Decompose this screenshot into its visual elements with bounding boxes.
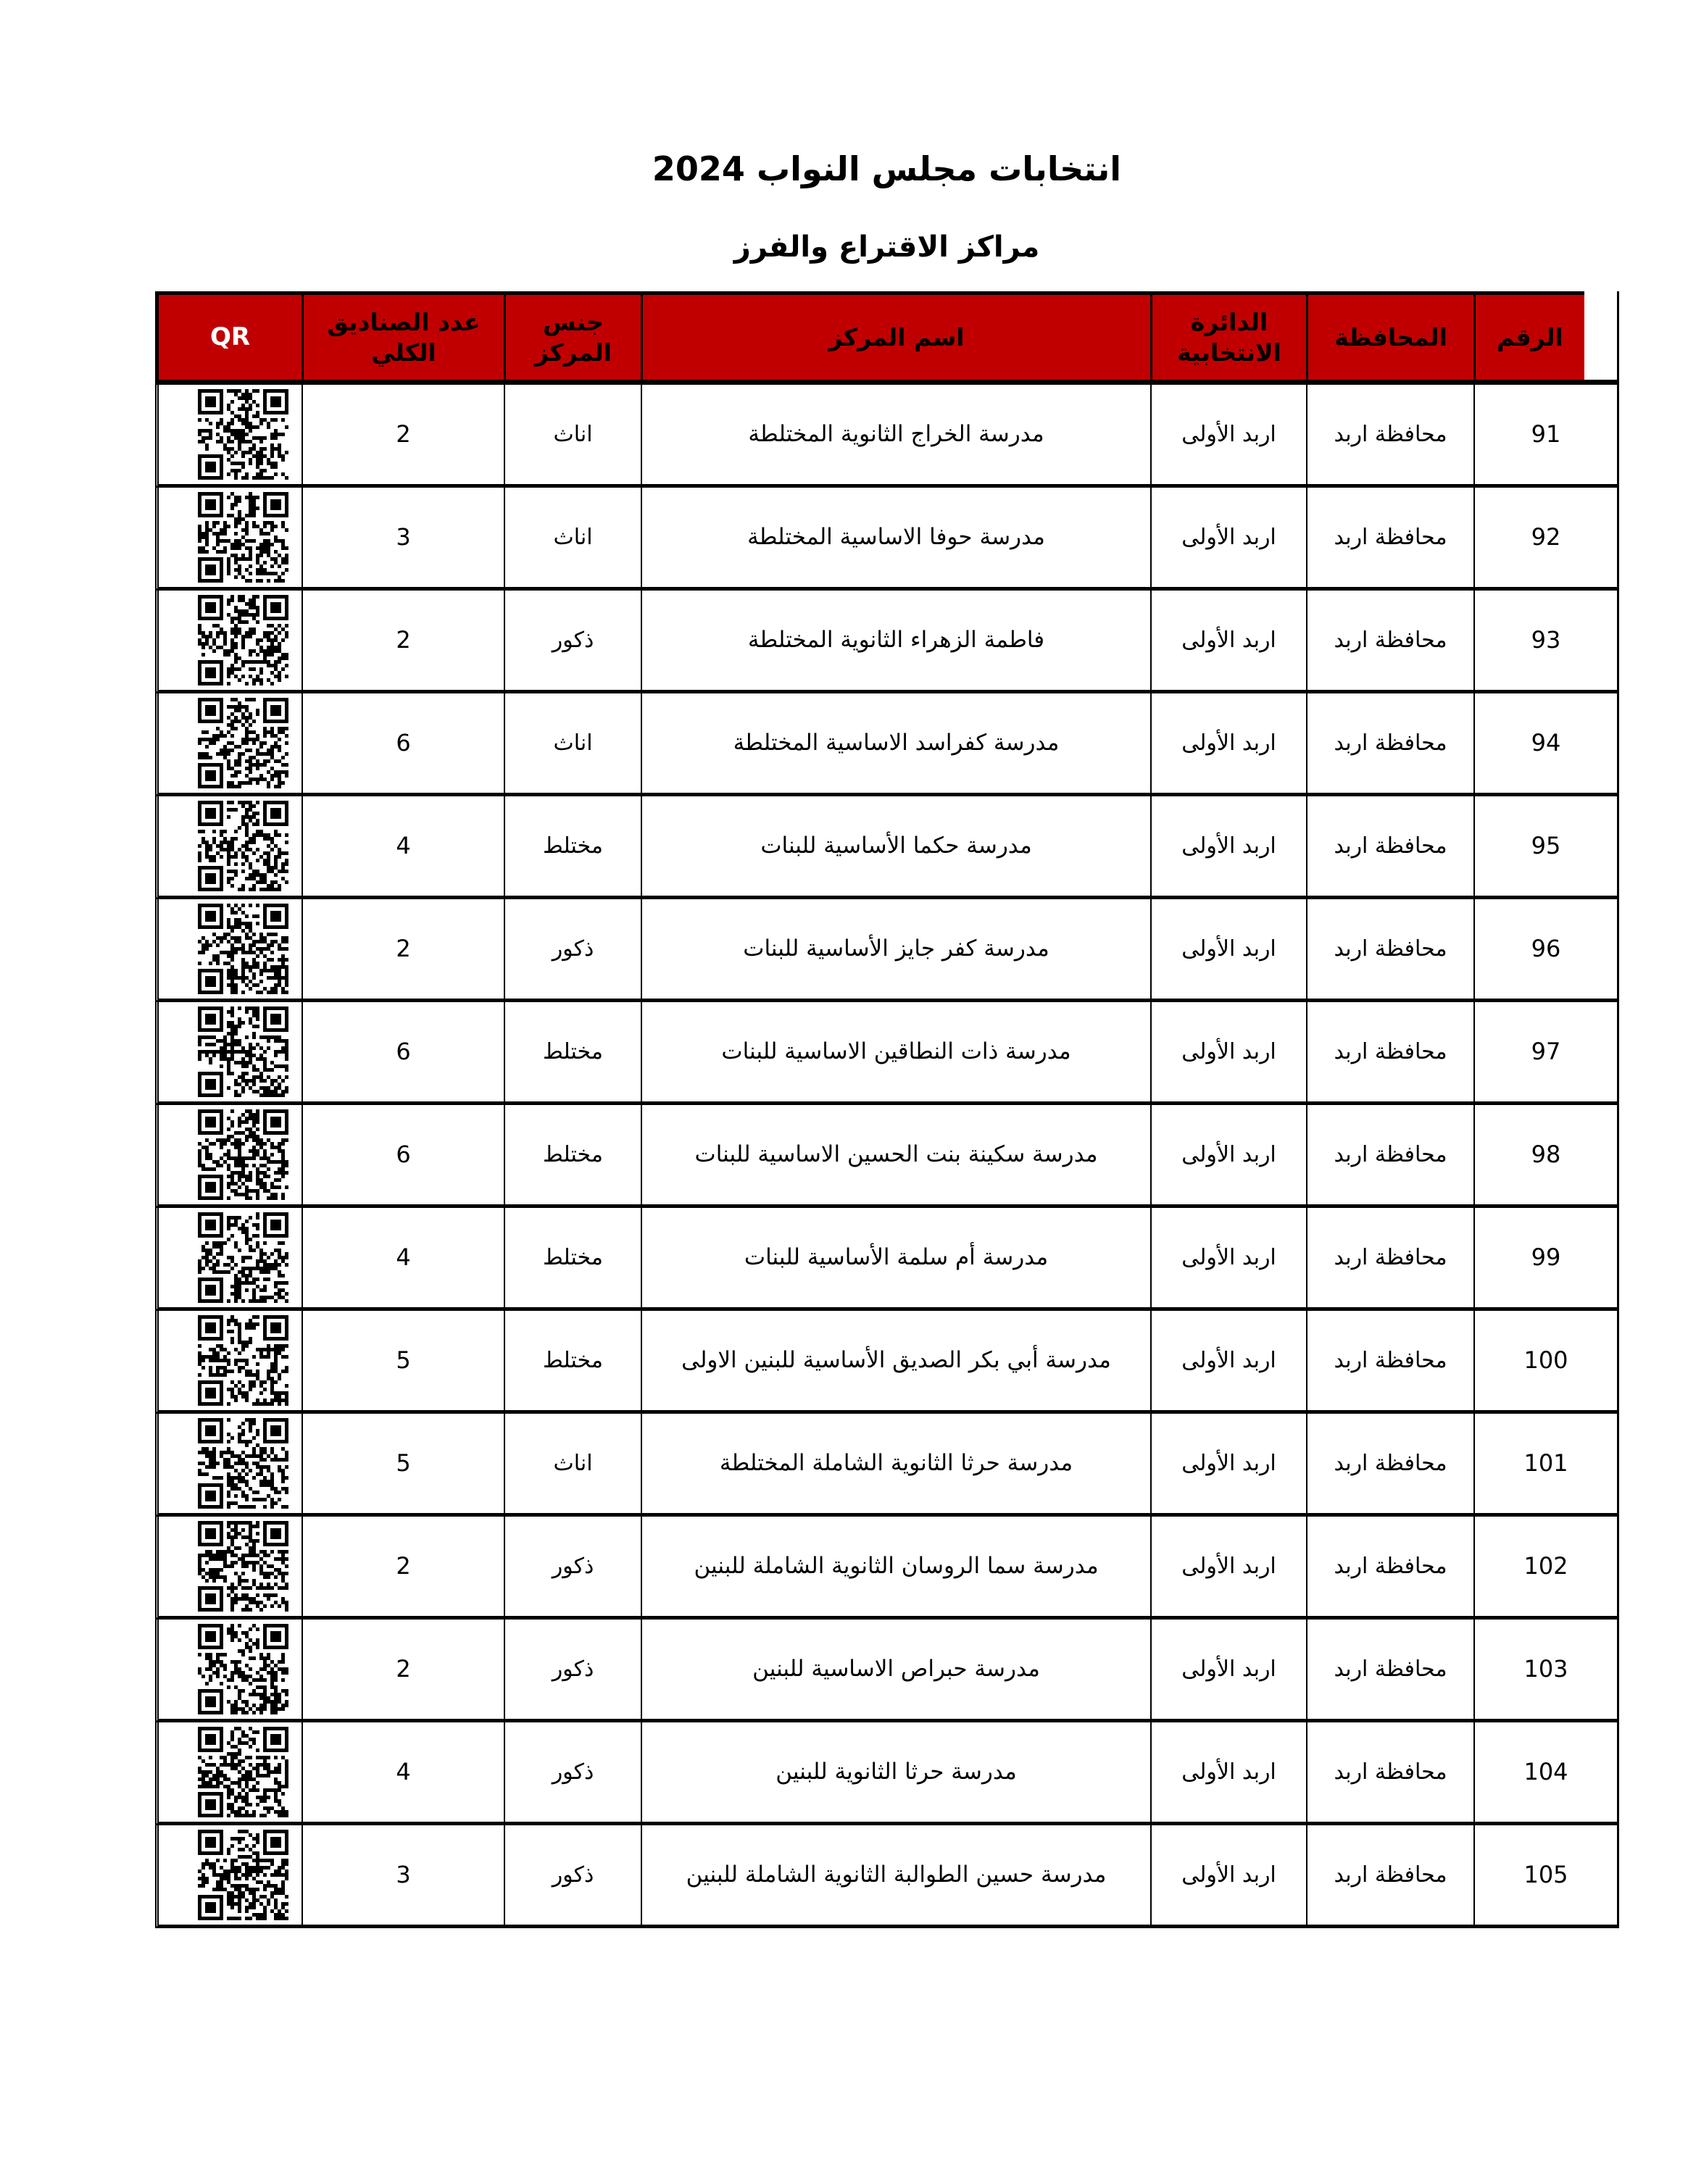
center-name-cell: مدرسة حرثا الثانوية الشاملة المختلطة: [641, 1414, 1150, 1513]
governorate-cell: محافظة اربد: [1306, 385, 1473, 484]
governorate-cell: محافظة اربد: [1306, 1414, 1473, 1513]
district-cell: اربد الأولى: [1150, 899, 1306, 999]
governorate-cell: محافظة اربد: [1306, 1825, 1473, 1925]
table-row: [155, 796, 1617, 899]
governorate-cell: محافظة اربد: [1306, 1517, 1473, 1616]
header-center-gender: جنس المركز: [504, 291, 641, 380]
qr-cell: [159, 1620, 302, 1719]
table-row: [155, 1517, 1617, 1620]
center-name-cell: مدرسة أبي بكر الصديق الأساسية للبنين الاولى: [641, 1311, 1150, 1410]
center-name-cell: مدرسة سكينة بنت الحسين الاساسية للبنات: [641, 1105, 1150, 1204]
number-cell: 104: [1473, 1722, 1617, 1822]
center-gender-cell: اناث: [504, 488, 641, 587]
number-cell: 99: [1473, 1208, 1617, 1307]
center-gender-cell: ذكور: [504, 1620, 641, 1719]
table-row: [155, 1105, 1617, 1208]
header-center-name: اسم المركز: [641, 291, 1150, 380]
number-cell: 97: [1473, 1002, 1617, 1101]
number-cell: 95: [1473, 796, 1617, 896]
qr-code-image: [198, 1727, 288, 1817]
qr-code-image: [198, 1624, 288, 1714]
governorate-cell: محافظة اربد: [1306, 693, 1473, 793]
total-boxes-cell: 4: [302, 796, 504, 896]
center-gender-cell: ذكور: [504, 1517, 641, 1616]
center-name-cell: مدرسة حبراص الاساسية للبنين: [641, 1620, 1150, 1719]
center-name-cell: مدرسة حوفا الاساسية المختلطة: [641, 488, 1150, 587]
district-cell: اربد الأولى: [1150, 1722, 1306, 1822]
center-gender-cell: مختلط: [504, 1105, 641, 1204]
center-name-cell: مدرسة حكما الأساسية للبنات: [641, 796, 1150, 896]
table-header-row: [155, 291, 1619, 385]
center-gender-cell: ذكور: [504, 899, 641, 999]
number-cell: 96: [1473, 899, 1617, 999]
district-cell: اربد الأولى: [1150, 1311, 1306, 1410]
table-row: [155, 1208, 1617, 1311]
qr-cell: [159, 488, 302, 587]
district-cell: اربد الأولى: [1150, 1825, 1306, 1925]
header-qr: QR: [155, 291, 302, 380]
district-cell: اربد الأولى: [1150, 1105, 1306, 1204]
center-gender-cell: اناث: [504, 1414, 641, 1513]
qr-cell: [159, 1825, 302, 1925]
qr-code-image: [198, 1418, 288, 1509]
qr-cell: [159, 1311, 302, 1410]
district-cell: اربد الأولى: [1150, 796, 1306, 896]
district-cell: اربد الأولى: [1150, 693, 1306, 793]
governorate-cell: محافظة اربد: [1306, 1620, 1473, 1719]
district-cell: اربد الأولى: [1150, 1517, 1306, 1616]
qr-cell: [159, 1414, 302, 1513]
number-cell: 101: [1473, 1414, 1617, 1513]
center-name-cell: مدرسة الخراج الثانوية المختلطة: [641, 385, 1150, 484]
qr-code-image: [198, 698, 288, 788]
total-boxes-cell: 5: [302, 1311, 504, 1410]
qr-code-image: [198, 1521, 288, 1612]
governorate-cell: محافظة اربد: [1306, 1722, 1473, 1822]
number-cell: 103: [1473, 1620, 1617, 1719]
district-cell: اربد الأولى: [1150, 1620, 1306, 1719]
qr-code-image: [198, 492, 288, 583]
table-row: [155, 488, 1617, 591]
qr-cell: [159, 899, 302, 999]
qr-code-image: [198, 904, 288, 994]
table-row: [155, 385, 1617, 488]
center-name-cell: فاطمة الزهراء الثانوية المختلطة: [641, 591, 1150, 690]
header-number: الرقم: [1473, 291, 1584, 380]
table-row: [155, 1002, 1617, 1105]
table-body: [155, 385, 1619, 1928]
table-row: [155, 1311, 1617, 1414]
qr-cell: [159, 591, 302, 690]
number-cell: 102: [1473, 1517, 1617, 1616]
district-cell: اربد الأولى: [1150, 385, 1306, 484]
center-name-cell: مدرسة حسين الطوالبة الثانوية الشاملة للبنين: [641, 1825, 1150, 1925]
qr-code-image: [198, 389, 288, 480]
header-right-spacer: [1584, 291, 1617, 380]
table-row: [155, 1414, 1617, 1517]
total-boxes-cell: 2: [302, 385, 504, 484]
governorate-cell: محافظة اربد: [1306, 591, 1473, 690]
number-cell: 94: [1473, 693, 1617, 793]
total-boxes-cell: 2: [302, 899, 504, 999]
number-cell: 93: [1473, 591, 1617, 690]
number-cell: 98: [1473, 1105, 1617, 1204]
table-row: [155, 1620, 1617, 1722]
qr-cell: [159, 1208, 302, 1307]
district-cell: اربد الأولى: [1150, 1414, 1306, 1513]
number-cell: 105: [1473, 1825, 1617, 1925]
qr-code-image: [198, 1830, 288, 1920]
table-row: [155, 693, 1617, 796]
center-gender-cell: مختلط: [504, 1208, 641, 1307]
qr-code-image: [198, 1109, 288, 1200]
qr-code-image: [198, 595, 288, 685]
governorate-cell: محافظة اربد: [1306, 899, 1473, 999]
center-name-cell: مدرسة ذات النطاقين الاساسية للبنات: [641, 1002, 1150, 1101]
district-cell: اربد الأولى: [1150, 488, 1306, 587]
qr-cell: [159, 693, 302, 793]
total-boxes-cell: 2: [302, 1620, 504, 1719]
governorate-cell: محافظة اربد: [1306, 1208, 1473, 1307]
center-gender-cell: مختلط: [504, 1311, 641, 1410]
qr-code-image: [198, 1006, 288, 1097]
governorate-cell: محافظة اربد: [1306, 488, 1473, 587]
total-boxes-cell: 5: [302, 1414, 504, 1513]
total-boxes-cell: 3: [302, 488, 504, 587]
header-total-boxes: عدد الصناديق الكلي: [302, 291, 504, 380]
center-gender-cell: اناث: [504, 693, 641, 793]
page-title: انتخابات مجلس النواب 2024: [652, 149, 1122, 188]
governorate-cell: محافظة اربد: [1306, 796, 1473, 896]
governorate-cell: محافظة اربد: [1306, 1105, 1473, 1204]
number-cell: 91: [1473, 385, 1617, 484]
district-cell: اربد الأولى: [1150, 591, 1306, 690]
qr-cell: [159, 1517, 302, 1616]
qr-cell: [159, 1002, 302, 1101]
center-gender-cell: مختلط: [504, 796, 641, 896]
center-name-cell: مدرسة كفراسد الاساسية المختلطة: [641, 693, 1150, 793]
table-row: [155, 1722, 1617, 1825]
governorate-cell: محافظة اربد: [1306, 1002, 1473, 1101]
total-boxes-cell: 6: [302, 1002, 504, 1101]
table-row: [155, 1825, 1617, 1928]
center-gender-cell: ذكور: [504, 1722, 641, 1822]
qr-code-image: [198, 1315, 288, 1406]
qr-cell: [159, 796, 302, 896]
header-district-text: الدائرة الانتخابية: [1177, 308, 1281, 367]
table-row: [155, 899, 1617, 1002]
center-gender-cell: اناث: [504, 385, 641, 484]
header-governorate: المحافظة: [1306, 291, 1473, 380]
center-name-cell: مدرسة سما الروسان الثانوية الشاملة للبنين: [641, 1517, 1150, 1616]
total-boxes-cell: 6: [302, 693, 504, 793]
page-subtitle: مراكز الاقتراع والفرز: [733, 230, 1040, 264]
center-gender-cell: مختلط: [504, 1002, 641, 1101]
center-name-cell: مدرسة أم سلمة الأساسية للبنات: [641, 1208, 1150, 1307]
center-name-cell: مدرسة كفر جايز الأساسية للبنات: [641, 899, 1150, 999]
number-cell: 100: [1473, 1311, 1617, 1410]
total-boxes-cell: 4: [302, 1722, 504, 1822]
center-gender-cell: ذكور: [504, 591, 641, 690]
qr-code-image: [198, 801, 288, 891]
qr-cell: [159, 385, 302, 484]
center-name-cell: مدرسة حرثا الثانوية للبنين: [641, 1722, 1150, 1822]
total-boxes-cell: 6: [302, 1105, 504, 1204]
district-cell: اربد الأولى: [1150, 1208, 1306, 1307]
qr-cell: [159, 1722, 302, 1822]
total-boxes-cell: 2: [302, 1517, 504, 1616]
number-cell: 92: [1473, 488, 1617, 587]
polling-centers-table: [155, 291, 1619, 1928]
governorate-cell: محافظة اربد: [1306, 1311, 1473, 1410]
district-cell: اربد الأولى: [1150, 1002, 1306, 1101]
qr-cell: [159, 1105, 302, 1204]
header-district: [1150, 291, 1306, 380]
total-boxes-cell: 3: [302, 1825, 504, 1925]
qr-code-image: [198, 1212, 288, 1303]
table-row: [155, 591, 1617, 693]
center-gender-cell: ذكور: [504, 1825, 641, 1925]
total-boxes-cell: 4: [302, 1208, 504, 1307]
total-boxes-cell: 2: [302, 591, 504, 690]
